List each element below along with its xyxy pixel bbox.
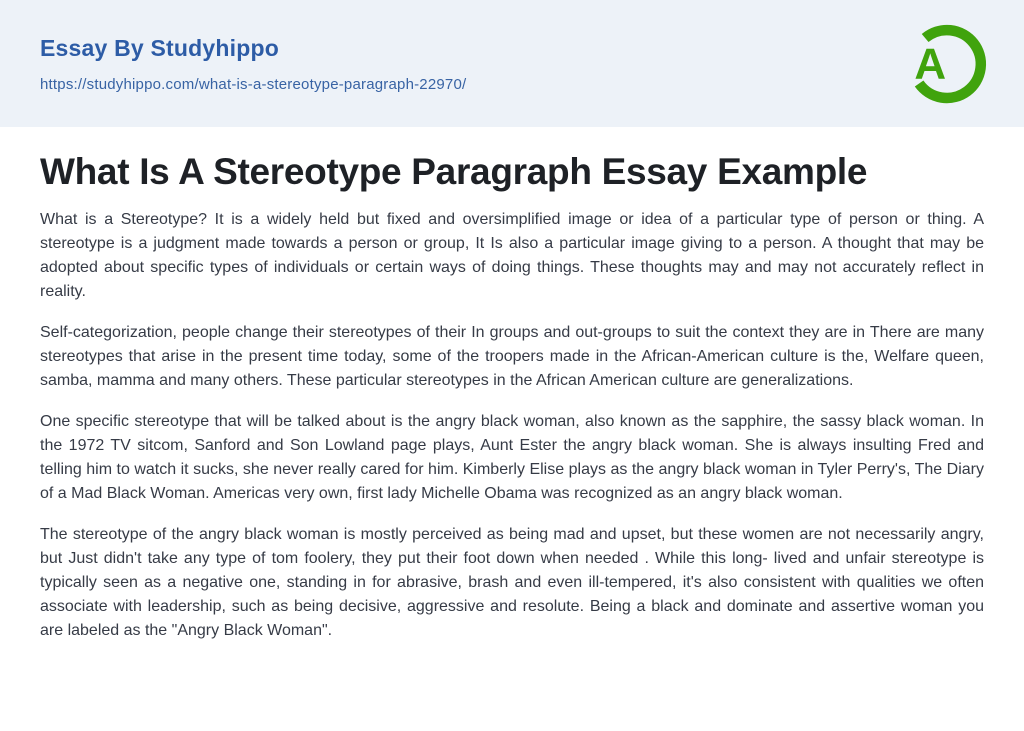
essay-paragraph: Self-categorization, people change their stereotypes of their In groups and out-groups to suit the context they are in There are many stereotypes that arise in the present time today, some of the troopers made in the African-American culture is the, Welfare queen, samba, mamma and many others. These particular stereotypes in the African American culture are generalizations.	[40, 323, 984, 389]
essay-paragraph: What is a Stereotype? It is a widely held but fixed and oversimplified image or idea of a particular type of person or thing. A stereotype is a judgment made towards a person or group, It Is also a particular image giving to a person. A thought that may be adopted about specific types of individuals or certain ways of doing things. These thoughts may and may not accurately reflect in reality.	[40, 210, 984, 300]
logo-letter: A	[914, 38, 947, 88]
essay-article	[0, 152, 1024, 643]
essay-title: What Is A Stereotype Paragraph Essay Example	[40, 151, 868, 192]
brand-block	[40, 35, 466, 93]
studyhippo-logo	[902, 18, 988, 110]
site-brand-title: Essay By Studyhippo	[40, 34, 279, 61]
header	[0, 0, 1024, 127]
logo-arc-icon	[902, 18, 988, 110]
essay-paragraph: One specific stereotype that will be talked about is the angry black woman, also known as the sapphire, the sassy black woman. In the 1972 TV sitcom, Sanford and Son Lowland page plays, Aunt Ester the angry black woman. She is always insulting Fred and telling him to watch it sucks, she never really cared for him. Kimberly Elise plays as the angry black woman in Tyler Perry's, The Diary of a Mad Black Woman. Americas very own, first lady Michelle Obama was recognized as an angry black woman.	[40, 412, 984, 502]
essay-url-link[interactable]: https://studyhippo.com/what-is-a-stereotype-paragraph-22970/	[40, 75, 467, 93]
essay-paragraph: The stereotype of the angry black woman is mostly perceived as being mad and upset, but these women are not necessarily angry, but Just didn't take any type of tom foolery, they put their foot down when needed . While this long- lived and unfair stereotype is typically seen as a negative one, standing in for abrasive, brash and even ill-tempered, it's also consistent with qualities we often associate with leadership, such as being decisive, aggressive and resolute. Being a black and dominate and assertive woman you are labeled as the "Angry Black Woman".	[40, 525, 984, 639]
